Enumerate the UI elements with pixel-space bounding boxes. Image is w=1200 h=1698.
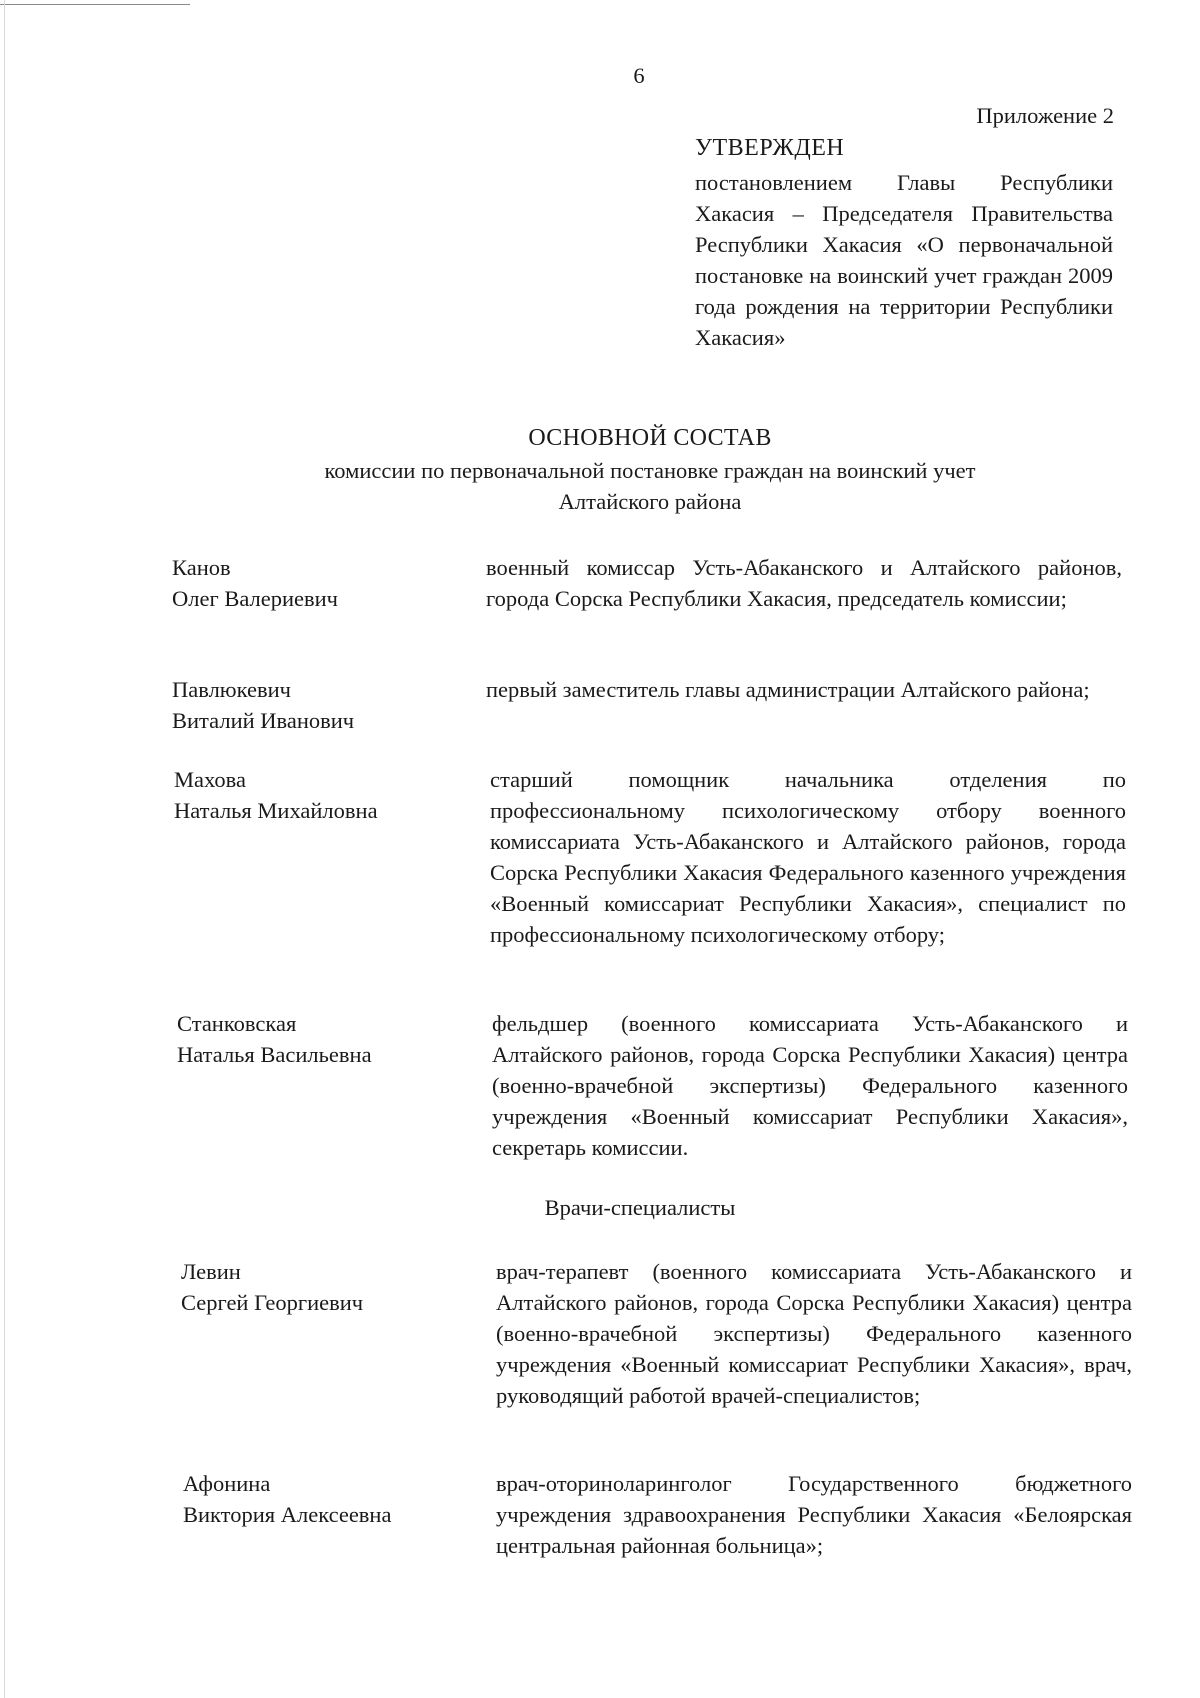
member-surname: Махова xyxy=(174,767,246,792)
member-surname: Канов xyxy=(172,555,231,580)
member-surname: Станковская xyxy=(177,1011,297,1036)
heading-subtitle-line1: комиссии по первоначальной постановке граждан на воинский учет xyxy=(324,458,976,483)
member-role: первый заместитель главы администрации Алтайского района; xyxy=(486,677,1090,702)
member-given-name: Олег Валериевич xyxy=(172,586,338,611)
member-name xyxy=(172,674,462,736)
member-surname: Павлюкевич xyxy=(172,677,291,702)
scan-edge-left xyxy=(4,0,5,1698)
member-given-name: Наталья Васильевна xyxy=(177,1042,372,1067)
document-heading xyxy=(250,423,1050,517)
heading-subtitle-line2: Алтайского района xyxy=(558,489,742,514)
appendix-label: Приложение 2 xyxy=(976,103,1114,128)
member-role: военный комиссар Усть-Абаканского и Алтайского районов, города Сорска Республики Хакасия, председатель комиссии; xyxy=(486,555,1122,611)
member-given-name: Виталий Иванович xyxy=(172,708,355,733)
member-role: старший помощник начальника отделения по профессиональному психологическому отбору военного комиссариата Усть-Абаканского и Алтайского районов, города Сорска Республики Хакасия Федерального казенного учреждения «Военный комиссариат Республики Хакасия», специалист по профессиональному психологическому отбору; xyxy=(490,767,1126,947)
doctor-role: врач-оториноларинголог Государственного бюджетного учреждения здравоохранения Республики Хакасия «Белоярская центральная районная больница»; xyxy=(496,1471,1132,1558)
approval-title: УТВЕРЖДЕН xyxy=(695,135,845,161)
approval-block xyxy=(695,133,1113,353)
section-title-doctors: Врачи-специалисты xyxy=(544,1195,736,1220)
member-name xyxy=(177,1008,467,1070)
heading-title: ОСНОВНОЙ СОСТАВ xyxy=(528,425,772,451)
doctor-name xyxy=(181,1256,471,1318)
doctor-given-name: Виктория Алексеевна xyxy=(183,1502,392,1527)
doctor-given-name: Сергей Георгиевич xyxy=(181,1290,364,1315)
doctor-surname: Левин xyxy=(181,1259,241,1284)
member-name xyxy=(174,764,464,826)
page-number: 6 xyxy=(633,63,645,88)
member-given-name: Наталья Михайловна xyxy=(174,798,378,823)
scan-edge-top xyxy=(0,4,190,5)
member-name xyxy=(172,552,462,614)
approval-text: постановлением Главы Республики Хакасия – Председателя Правительства Республики Хакасия «О первоначальной постановке на воинский учет граждан 2009 года рождения на территории Республики Хакасия» xyxy=(695,170,1113,350)
doctor-surname: Афонина xyxy=(183,1471,271,1496)
doctor-role: врач-терапевт (военного комиссариата Усть-Абаканского и Алтайского районов, города Сорска Республики Хакасия) центра (военно-врачебной экспертизы) Федерального казенного учреждения «Военный комиссариат Республики Хакасия», врач, руководящий работой врачей-специалистов; xyxy=(496,1259,1132,1408)
member-role: фельдшер (военного комиссариата Усть-Абаканского и Алтайского районов, города Сорска Республики Хакасия) центра (военно-врачебной экспертизы) Федерального казенного учреждения «Военный комиссариат Республики Хакасия», секретарь комиссии. xyxy=(492,1011,1128,1160)
doctor-name xyxy=(183,1468,473,1530)
